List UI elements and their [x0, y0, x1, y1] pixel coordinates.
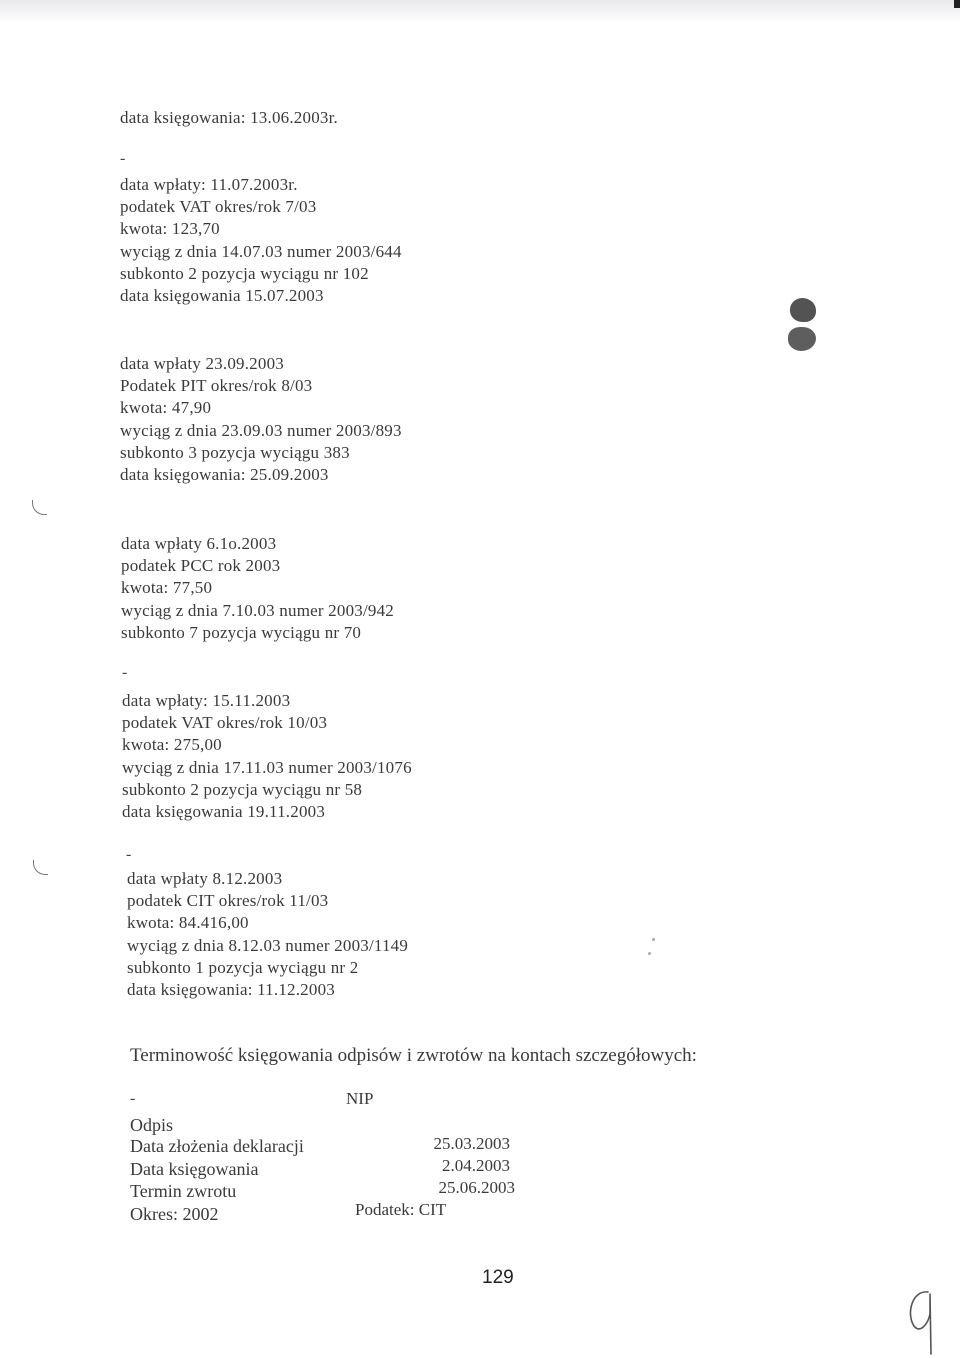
entry-line: wyciąg z dnia 14.07.03 numer 2003/644 — [120, 241, 402, 261]
margin-mark — [33, 860, 48, 875]
refund-row-value: 2.04.2003 — [442, 1156, 510, 1175]
entry-line: data księgowania: 11.12.2003 — [127, 980, 335, 1000]
margin-mark — [32, 500, 47, 515]
entry-line: data wpłaty 6.1o.2003 — [121, 534, 277, 553]
handwritten-mark — [900, 1270, 956, 1356]
ink-blot — [790, 298, 816, 322]
entry-line: subkonto 2 pozycja wyciągu nr 102 — [120, 263, 369, 283]
dash-marker: - — [130, 1090, 136, 1107]
scan-speck — [652, 938, 655, 941]
odpis-label: Odpis — [130, 1115, 174, 1135]
podatek-label: Podatek: CIT — [355, 1200, 447, 1219]
entry-line: subkonto 3 pozycja wyciągu 383 — [120, 442, 350, 462]
entry-line: data wpłaty: 11.07.2003r. — [120, 175, 298, 194]
dash-marker: - — [126, 846, 132, 863]
entry-line: podatek VAT okres/rok 10/03 — [122, 713, 328, 733]
okres-label: Okres: 2002 — [130, 1204, 219, 1224]
entry-line: data wpłaty 23.09.2003 — [120, 354, 284, 373]
scan-top-shadow — [0, 0, 960, 22]
entry-line: subkonto 2 pozycja wyciągu nr 58 — [122, 779, 363, 799]
entry-line: data księgowania: 13.06.2003r. — [120, 108, 338, 127]
nip-label: NIP — [346, 1089, 374, 1108]
page-number: 129 — [482, 1267, 514, 1288]
entry-line: data wpłaty: 15.11.2003 — [122, 691, 291, 710]
refund-row-value: 25.03.2003 — [433, 1134, 510, 1153]
refund-row-label: Termin zwrotu — [130, 1181, 237, 1201]
entry-1 — [120, 174, 402, 307]
entry-line: kwota: 84.416,00 — [127, 913, 249, 933]
entry-line: kwota: 275,00 — [122, 735, 222, 755]
entry-line: Podatek PIT okres/rok 8/03 — [120, 376, 313, 396]
scan-speck — [648, 952, 651, 955]
section-heading: Terminowość księgowania odpisów i zwrotów na kontach szczegółowych: — [130, 1045, 697, 1066]
entry-line: subkonto 7 pozycja wyciągu nr 70 — [121, 622, 362, 642]
entry-4 — [122, 690, 412, 823]
entry-line: subkonto 1 pozycja wyciągu nr 2 — [127, 957, 359, 977]
entry-2 — [120, 353, 402, 486]
entry-line: data księgowania 19.11.2003 — [122, 802, 326, 822]
entry-line: data księgowania 15.07.2003 — [120, 286, 324, 306]
entry-line: podatek PCC rok 2003 — [121, 556, 281, 576]
scan-corner-mark — [954, 0, 960, 8]
refund-row-label: Data złożenia deklaracji — [130, 1136, 304, 1156]
entry-line: kwota: 77,50 — [121, 578, 213, 598]
refund-row-label: Data księgowania — [130, 1159, 259, 1179]
ink-blot — [788, 327, 816, 351]
entry-line: wyciąg z dnia 8.12.03 numer 2003/1149 — [127, 935, 409, 955]
entry-line: wyciąg z dnia 17.11.03 numer 2003/1076 — [122, 757, 412, 777]
entry-line: wyciąg z dnia 23.09.03 numer 2003/893 — [120, 420, 402, 440]
entry-line: podatek VAT okres/rok 7/03 — [120, 197, 317, 217]
entry-5 — [127, 868, 408, 1001]
entry-line: kwota: 47,90 — [120, 398, 212, 418]
entry-line: data księgowania: 25.09.2003 — [120, 465, 329, 485]
entry-line: podatek CIT okres/rok 11/03 — [127, 891, 329, 911]
entry-line: wyciąg z dnia 7.10.03 numer 2003/942 — [121, 600, 395, 620]
entry-line: kwota: 123,70 — [120, 219, 220, 239]
dash-marker: - — [122, 664, 128, 681]
refund-row-value: 25.06.2003 — [438, 1178, 515, 1197]
entry-line: data wpłaty 8.12.2003 — [127, 869, 283, 888]
entry-3 — [121, 533, 394, 644]
entry-0 — [120, 107, 338, 129]
dash-marker: - — [120, 150, 126, 167]
